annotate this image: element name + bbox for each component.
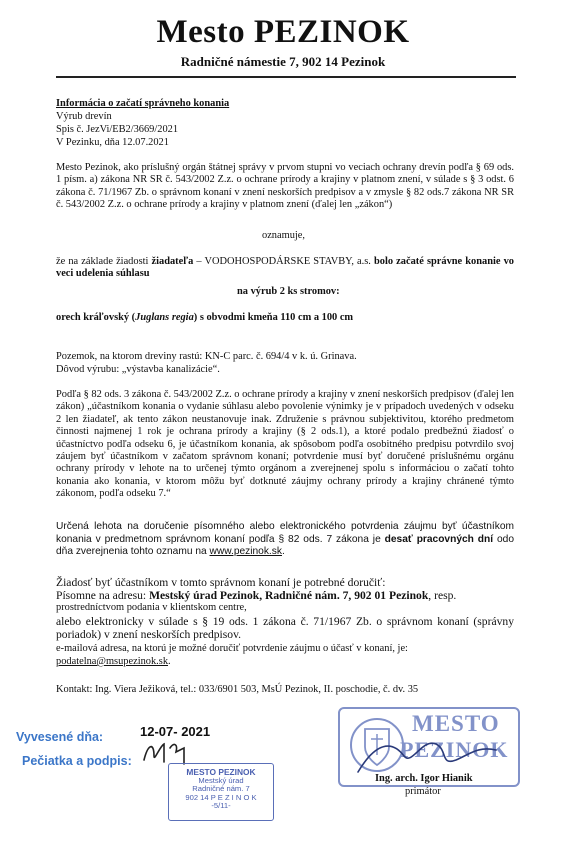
tree-latin-name: Juglans regia [135,312,194,323]
posted-label: Vyvesené dňa: [16,730,104,744]
handwritten-initials [140,738,196,766]
notice-heading: Informácia o začatí správneho konania [56,98,230,109]
letterhead-address: Radničné námestie 7, 902 14 Pezinok [180,54,386,69]
signatory-name: Ing. arch. Igor Hianik [375,773,473,784]
applicant-name: – VODOHOSPODÁRSKE STAVBY, a.s. [193,256,374,267]
stamp-word-mesto: MESTO [412,711,500,736]
subject-line: Výrub drevín [56,111,112,122]
posted-date: 12-07- 2021 [140,724,211,739]
delivery-intro: Žiadosť byť účastníkom v tomto správnom konaní je potrebné doručiť: [56,576,386,589]
deadline-period: desať pracovných dní [384,533,494,545]
office-stamp: MESTO PEZINOK Mestský úrad Radničné nám. 7 902 14 P E Z I N O K -5/11- [168,763,274,821]
decision-object: na výrub 2 ks stromov: [237,286,340,297]
paragraph-deadline: Určená lehota na doručenie písomného alebo elektronického potvrdenia záujmu byť účastníkom konania v predmetnom správnom konaní podľa § 82 ods. 7 zákona je desať pracovných dní odo dňa zverejnenia tohto oznamu na www.pezinok.sk. [56,521,514,558]
email-line: podatelna@msupezinok.sk. [56,656,171,667]
letterhead-divider [56,76,516,78]
announces-word: oznamuje, [262,230,305,241]
email-address: podatelna@msupezinok.sk [56,656,169,667]
letterhead-title: Mesto PEZINOK [156,14,410,50]
decision-statement: bolo začaté správne konanie vo veci udelenia súhlasu [56,256,514,280]
delivery-electronic: alebo elektronicky v súlade s § 19 ods. 1 zákona č. 71/1967 Zb. o správnom konaní (správny poriadok) v znení neskorších predpisov. [56,615,514,642]
delivery-client-centre: prostredníctvom podania v klientskom centre, [56,602,247,613]
paragraph-decision: že na základe žiadosti žiadateľa – VODOHOSPODÁRSKE STAVBY, a.s. bolo začaté správne konanie vo veci udelenia súhlasu [56,256,514,280]
file-number: Spis č. JezVi/EB2/3669/2021 [56,124,179,135]
place-date: V Pezinku, dňa 12.07.2021 [56,137,169,148]
contact-line: Kontakt: Ing. Viera Ježiková, tel.: 033/6901 503, MsÚ Pezinok, II. poschodie, č. dv. 35 [56,684,419,695]
applicant-label: žiadateľa [151,256,194,267]
paragraph-participants: Podľa § 82 ods. 3 zákona č. 543/2002 Z.z. o ochrane prírody a krajiny v znení neskorších predpisov (ďalej len zákon) „účastníkom konania o vydanie súhlasu alebo povolenie výnimky je v prípadoch uvedených v odseku 2 len žiadateľ, ak tento zákon neustanovuje inak. Združenie s právnou subjektivitou, ktorého predmetom činnosti najmenej 1 rok je ochrana prírody a krajiny (§ 2 ods.1), a ktoré podalo predbežnú žiadosť o účastníctvo podľa odseku 6, je účastníkom konania, ak spôsobom podľa osobitného predpisu potvrdilo svoj záujem byť účastníkom v začatom správnom konaní; potvrdenie musí byť doručené príslušnému orgánu ochrany prírody v lehote na to určenej týmto orgánom a zverejnenej spolu s informáciou o začatí tohto konania ako konania, v ktorom môžu byť dotknuté záujmy ochrany prírody a krajiny chránené týmto zákonom, podľa odseku 7.“ [56,389,514,500]
delivery-written: Písomne na adresu: Mestský úrad Pezinok, Radničné nám. 7, 902 01 Pezinok, resp. [56,589,457,602]
website-link: www.pezinok.sk [209,546,282,558]
stamp-label: Pečiatka a podpis: [22,754,132,768]
paragraph-authority: Mesto Pezinok, ako príslušný orgán štátnej správy v prvom stupni vo veciach ochrany drevín podľa § 69 ods. 1 písm. a) zákona NR SR č. 543/2002 Z.z. o ochrane prírody a krajiny v platnom znení, v súlade s § 3 odst. 6 zákona č. 71/1967 Zb. o správnom konaní v znení neskorších predpisov a v zmysle § 82 ods.7 zákona NR SR č. 543/2002 Z.z. o ochrane prírody a krajiny v platnom znení (ďalej len „zákon“) [56,162,514,211]
land-parcel: Pozemok, na ktorom dreviny rastú: KN-C parc. č. 694/4 v k. ú. Grinava. [56,351,357,362]
email-intro: e-mailová adresa, na ktorú je možné doručiť potvrdenie záujmu o účasť v konaní, je: [56,643,408,654]
delivery-address: Mestský úrad Pezinok, Radničné nám. 7, 902 01 Pezinok [149,589,429,602]
felling-reason: Dôvod výrubu: „výstavba kanalizácie“. [56,364,220,375]
signatory-role: primátor [405,786,441,797]
stamp-word-pezinok: PEZINOK [400,737,509,762]
tree-description: orech kráľovský (Juglans regia) s obvodmi kmeňa 110 cm a 100 cm [56,312,354,323]
